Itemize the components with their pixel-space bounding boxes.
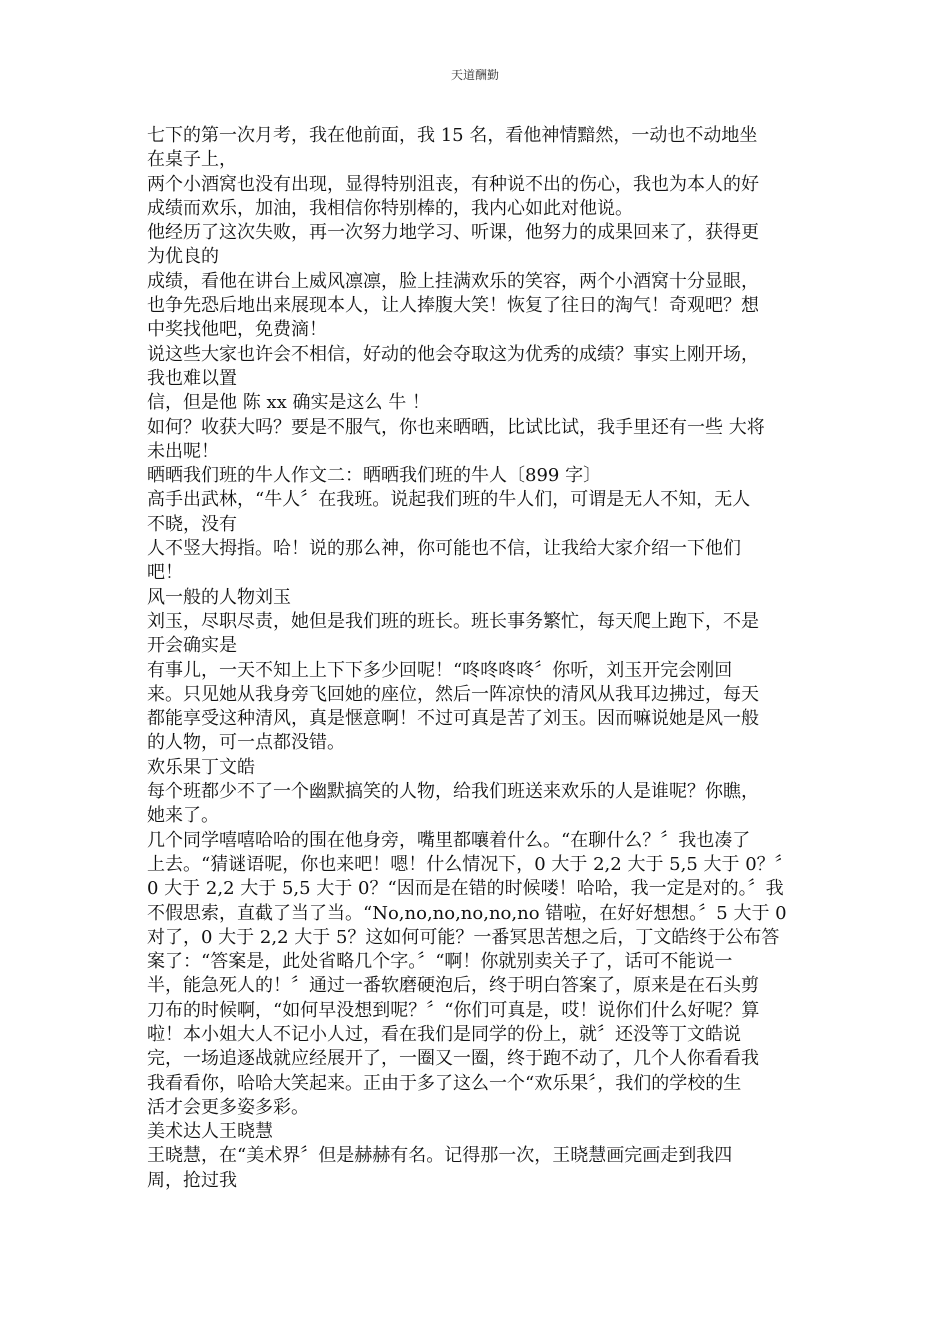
text-line: 为优良的 <box>147 246 219 268</box>
text-line: 也争先恐后地出来展现本人，让人捧腹大笑！恢复了往日的淘气！奇观吧？想 <box>147 295 759 317</box>
text-line: 美术达人王晓慧 <box>147 1121 273 1143</box>
text-line: 活才会更多姿多彩。 <box>147 1096 309 1118</box>
text-line: 未出呢！ <box>147 440 219 462</box>
text-line: 有事儿，一天不知上上下下多少回呢！“咚咚咚咚〞你听，刘玉开完会刚回 <box>147 659 733 681</box>
text-line: 中奖找他吧，免费滴！ <box>147 319 327 341</box>
text-line: 都能享受这种清风，真是惬意啊！不过可真是苦了刘玉。因而嘛说她是风一般 <box>147 708 759 730</box>
text-line: 刀布的时候啊，“如何早没想到呢？〞“你们可真是，哎！说你们什么好呢？算 <box>147 999 760 1021</box>
text-line: 成绩而欢乐，加油，我相信你特别棒的，我内心如此对他说。 <box>147 197 633 219</box>
text-line: 说这些大家也许会不相信，好动的他会夺取这为优秀的成绩？事实上刚开场， <box>147 343 759 365</box>
text-line: 成绩，看他在讲台上威风凛凛，脸上挂满欢乐的笑容，两个小酒窝十分显眼， <box>147 270 759 292</box>
text-line: 不假思索，直截了当了当。“No,no,no,no,no,no 错啦，在好好想想。〞5 大于 0 <box>147 902 787 924</box>
text-line: 吧！ <box>147 562 183 584</box>
text-line: 来。只见她从我身旁飞回她的座位，然后一阵凉快的清风从我耳边拂过，每天 <box>147 683 759 705</box>
text-line: 周，抢过我 <box>147 1169 237 1191</box>
text-line: 他经历了这次失败，再一次努力地学习、听课，他努力的成果回来了，获得更 <box>147 222 759 244</box>
text-line: 0 大于 2,2 大于 5,5 大于 0？“因而是在错的时候喽！哈哈，我一定是对的。〞我 <box>147 878 784 900</box>
page-header: 天道酬勤 <box>450 68 499 82</box>
text-line: 开会确实是 <box>147 635 237 657</box>
text-line: 完，一场追逐战就应经展开了，一圈又一圈，终于跑不动了，几个人你看看我 <box>147 1048 759 1070</box>
text-line: 人不竖大拇指。哈！说的那么神，你可能也不信，让我给大家介绍一下他们 <box>147 538 741 560</box>
text-line: 啦！本小姐大人不记小人过，看在我们是同学的份上，就〞还没等丁文皓说 <box>147 1023 741 1045</box>
text-line: 对了，0 大于 2,2 大于 5？这如何可能？一番冥思苦想之后，丁文皓终于公布答 <box>147 926 780 948</box>
text-line: 高手出武林，“牛人〞在我班。说起我们班的牛人们，可谓是无人不知，无人 <box>147 489 751 511</box>
text-line: 的人物，可一点都没错。 <box>147 732 345 754</box>
text-line: 案了：“答案是，此处省略几个字。〞“啊！你就别卖关子了，话可不能说一 <box>147 951 733 973</box>
text-line: 我也难以置 <box>147 367 237 389</box>
text-line: 七下的第一次月考，我在他前面，我 15 名，看他神情黯然，一动也不动地坐 <box>147 125 758 146</box>
text-line: 王晓慧，在“美术界〞但是赫赫有名。记得那一次，王晓慧画完画走到我四 <box>147 1145 733 1167</box>
text-line: 风一般的人物刘玉 <box>147 586 291 608</box>
text-line: 半，能急死人的！〞通过一番软磨硬泡后，终于明白答案了，原来是在石头剪 <box>147 975 759 997</box>
text-line: 如何？收获大吗？要是不服气，你也来晒晒，比试比试，我手里还有一些 大将 <box>147 416 765 438</box>
text-line: 不晓，没有 <box>147 513 237 535</box>
text-line: 我看看你，哈哈大笑起来。正由于多了这么一个“欢乐果〞，我们的学校的生 <box>147 1072 742 1094</box>
text-line: 在桌子上， <box>147 149 237 171</box>
text-line: 欢乐果丁文皓 <box>147 756 255 778</box>
text-line: 几个同学嘻嘻哈哈的围在他身旁，嘴里都嚷着什么。“在聊什么？〞我也凑了 <box>147 829 751 851</box>
text-line: 上去。“猜谜语呢，你也来吧！嗯！什么情况下，0 大于 2,2 大于 5,5 大于 0？〞 <box>147 853 793 875</box>
text-line: 晒晒我们班的牛人作文二：晒晒我们班的牛人〔899 字〕 <box>147 465 602 487</box>
document-body <box>147 124 807 1193</box>
text-line: 每个班都少不了一个幽默搞笑的人物，给我们班送来欢乐的人是谁呢？你瞧， <box>147 781 759 803</box>
text-line: 两个小酒窝也没有出现，显得特别沮丧，有种说不出的伤心，我也为本人的好 <box>147 173 759 195</box>
text-line: 刘玉，尽职尽责，她但是我们班的班长。班长事务繁忙，每天爬上跑下，不是 <box>147 610 759 632</box>
text-line: 她来了。 <box>147 805 219 827</box>
text-line: 信，但是他 陈 xx 确实是这么 牛 ！ <box>147 392 430 414</box>
